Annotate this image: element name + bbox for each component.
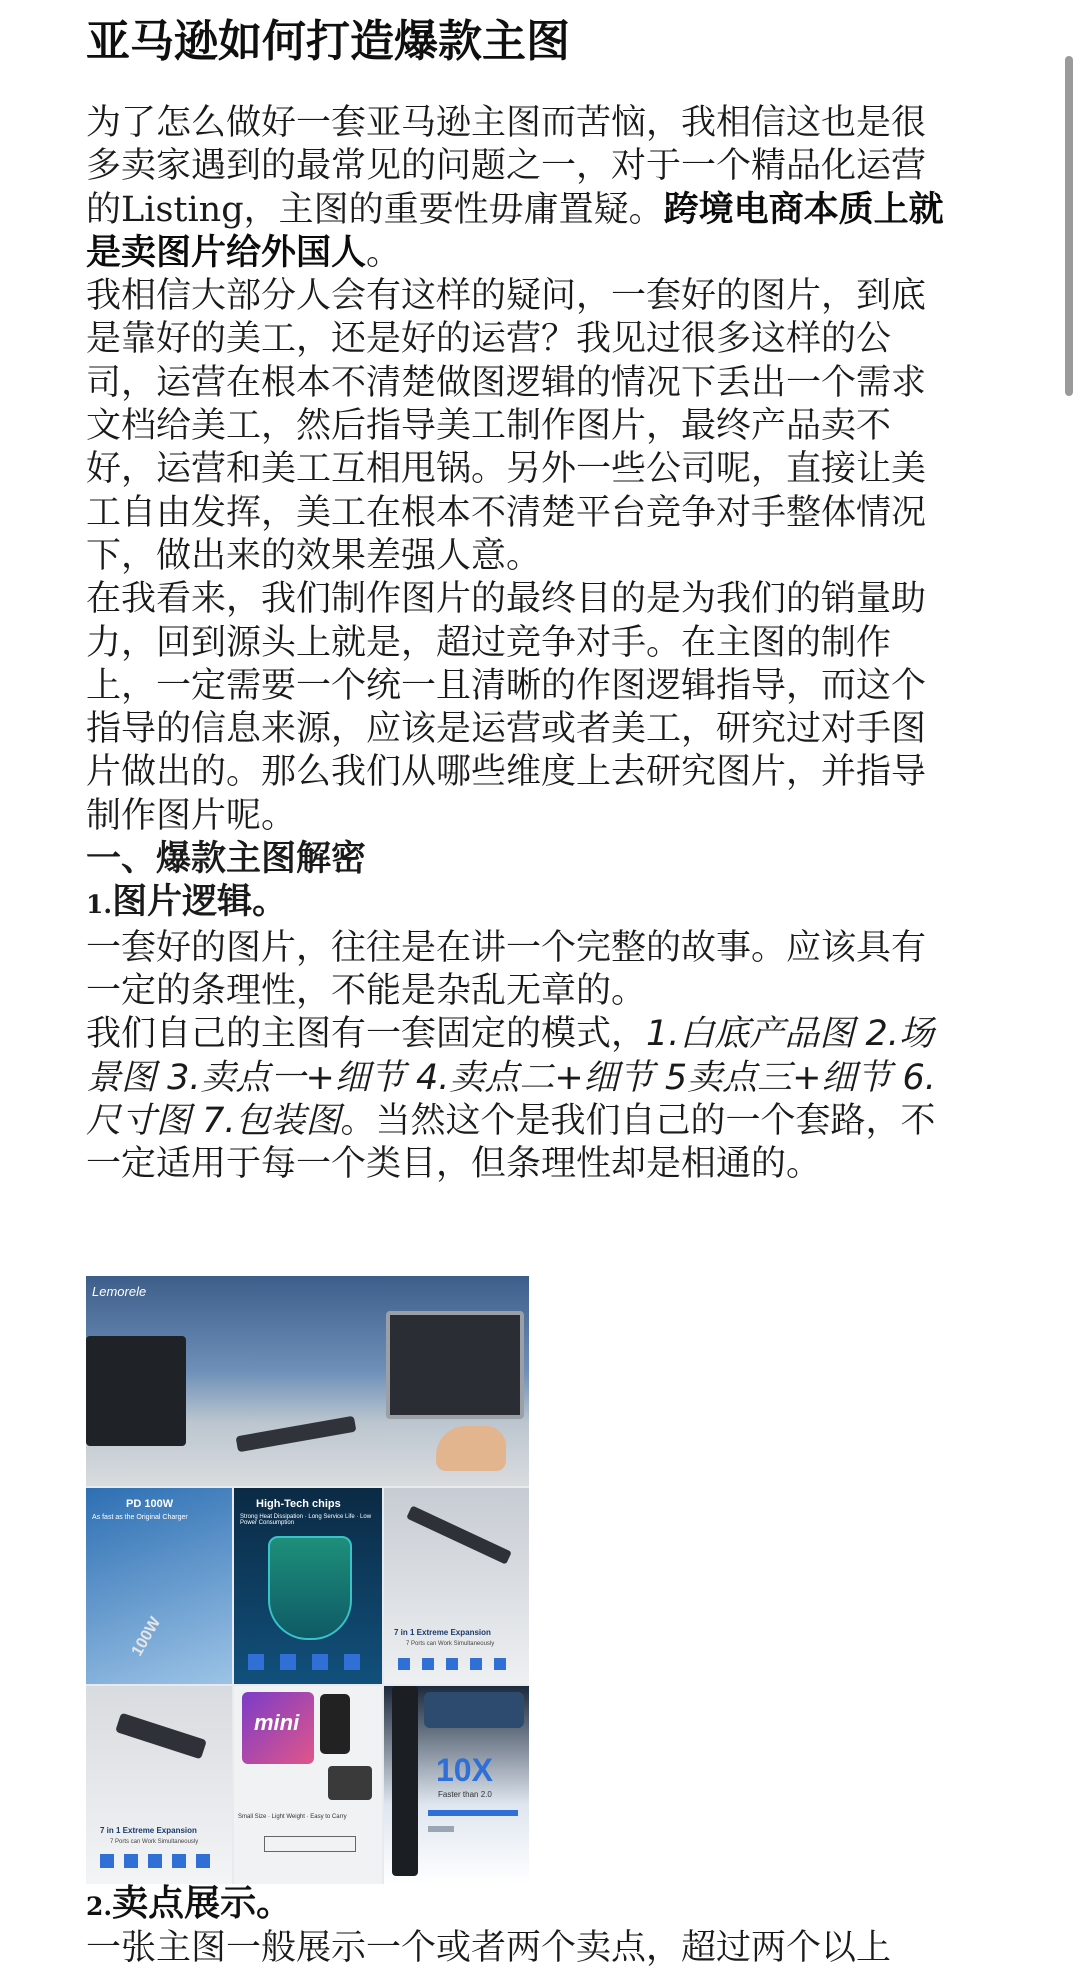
tile-title: Small Size · Light Weight · Easy to Carry [238,1814,347,1820]
scrollbar[interactable] [1065,56,1073,396]
tile-title: High-Tech chips [256,1498,341,1510]
tile-extreme-expansion [384,1488,529,1684]
scene-tile-desk [86,1276,529,1486]
image-order-list: 1.白底产品图 2.场景图 3.卖点一+细节 4.卖点二+细节 5卖点三+细节 6.尺寸图 7.包装图 [86,1014,936,1141]
listing-term: Listing [121,189,244,230]
paragraph-story: 一套好的图片，往往是在讲一个完整的故事。应该具有一定的条理性，不能是杂乱无章的。 [86,927,927,1011]
tile-subtitle: As fast as the Original Charger [92,1514,188,1521]
subheading-selling-points: 2.卖点展示。 [86,1883,293,1924]
hub-image [115,1713,207,1760]
camera-image [328,1766,372,1800]
article-title: 亚马逊如何打造爆款主图 [86,16,570,67]
tile-subtitle: 7 Ports can Work Simultaneously [110,1839,199,1845]
speed-bar [428,1810,518,1816]
subheading-number: 2. [86,1892,113,1921]
speed-value: 10X [436,1752,493,1788]
tile-subtitle: Strong Heat Dissipation · Long Service Life · Low Power Consumption [240,1514,372,1526]
paragraph-selling-points: 一张主图一般展示一个或者两个卖点，超过两个以上 [86,1928,892,1968]
hub-cable-image [406,1505,512,1564]
tile-title: 7 in 1 Extreme Expansion [100,1826,197,1835]
hub-image [236,1416,357,1453]
subheading-number: 1. [86,890,113,920]
section-heading: 一、爆款主图解密 [86,839,367,880]
paragraph-pattern: 我们自己的主图有一套固定的模式，1.白底产品图 2.场景图 3.卖点一+细节 4.卖点二+细节 5卖点三+细节 6.尺寸图 7.包装图。当然这个是我们自己的一个套路，不一定适用于每一个类目，但条理性却是相通的。 [86,1014,936,1185]
product-image-collage [86,1276,529,1884]
tile-ports-expansion [86,1686,232,1884]
printer-image [86,1336,186,1446]
tile-pd-charging [86,1488,232,1684]
speed-bar-compare [428,1826,454,1832]
subheading-logic: 1.图片逻辑。 [86,882,288,923]
paragraph-intro: 为了怎么做好一套亚马逊主图而苦恼，我相信这也是很多卖家遇到的最常见的问题之一，对于一个精品化运营的Listing，主图的重要性毋庸置疑。跨境电商本质上就是卖图片给外国人。 [86,103,944,273]
tile-power-label: 100W [128,1614,165,1660]
paragraph-opinion: 在我看来，我们制作图片的最终目的是为我们的销量助力，回到源头上就是，超过竞争对手。在主图的制作上，一定需要一个统一且清晰的作图逻辑指导，而这个指导的信息来源，应该是运营或者美工，研究过对手图片做出的。那么我们从哪些维度上去研究图片，并指导制作图片呢。 [86,579,927,836]
tile-title: 7 in 1 Extreme Expansion [394,1628,491,1637]
laptop-image [386,1311,524,1419]
tile-subtitle: 7 Ports can Work Simultaneously [406,1641,495,1647]
tile-title: PD 100W [126,1498,174,1510]
hub-vertical-image [392,1686,418,1876]
speed-caption: Faster than 2.0 [438,1790,492,1799]
article-body [86,102,946,1186]
brand-logo: Lemorele [92,1284,147,1299]
paragraph-question: 我相信大部分人会有这样的疑问，一套好的图片，到底是靠好的美工，还是好的运营？我见过很多这样的公司，运营在根本不清楚做图逻辑的情况下丢出一个需求文档给美工，然后指导美工制作图片，最终产品卖不好，运营和美工互相甩锅。另外一些公司呢，直接让美工自由发挥，美工在根本不清楚平台竞争对手整体情况下，做出来的效果差强人意。 [86,276,927,576]
app-icons-bar [424,1692,524,1728]
hand-image [436,1426,506,1471]
tile-hightech-chips [234,1488,382,1684]
feature-icons-row [398,1658,518,1670]
bold-key-point: 跨境电商本质上就是卖图片给外国人 [86,189,944,273]
feature-icons-row [248,1654,368,1670]
dimension-diagram [264,1836,356,1852]
phone-image [320,1694,350,1754]
ipad-mini-label: mini [254,1710,300,1735]
tile-10x-speed [384,1686,529,1884]
feature-icons-row [100,1854,220,1868]
tile-small-size [234,1686,382,1884]
shield-shape [268,1536,352,1640]
